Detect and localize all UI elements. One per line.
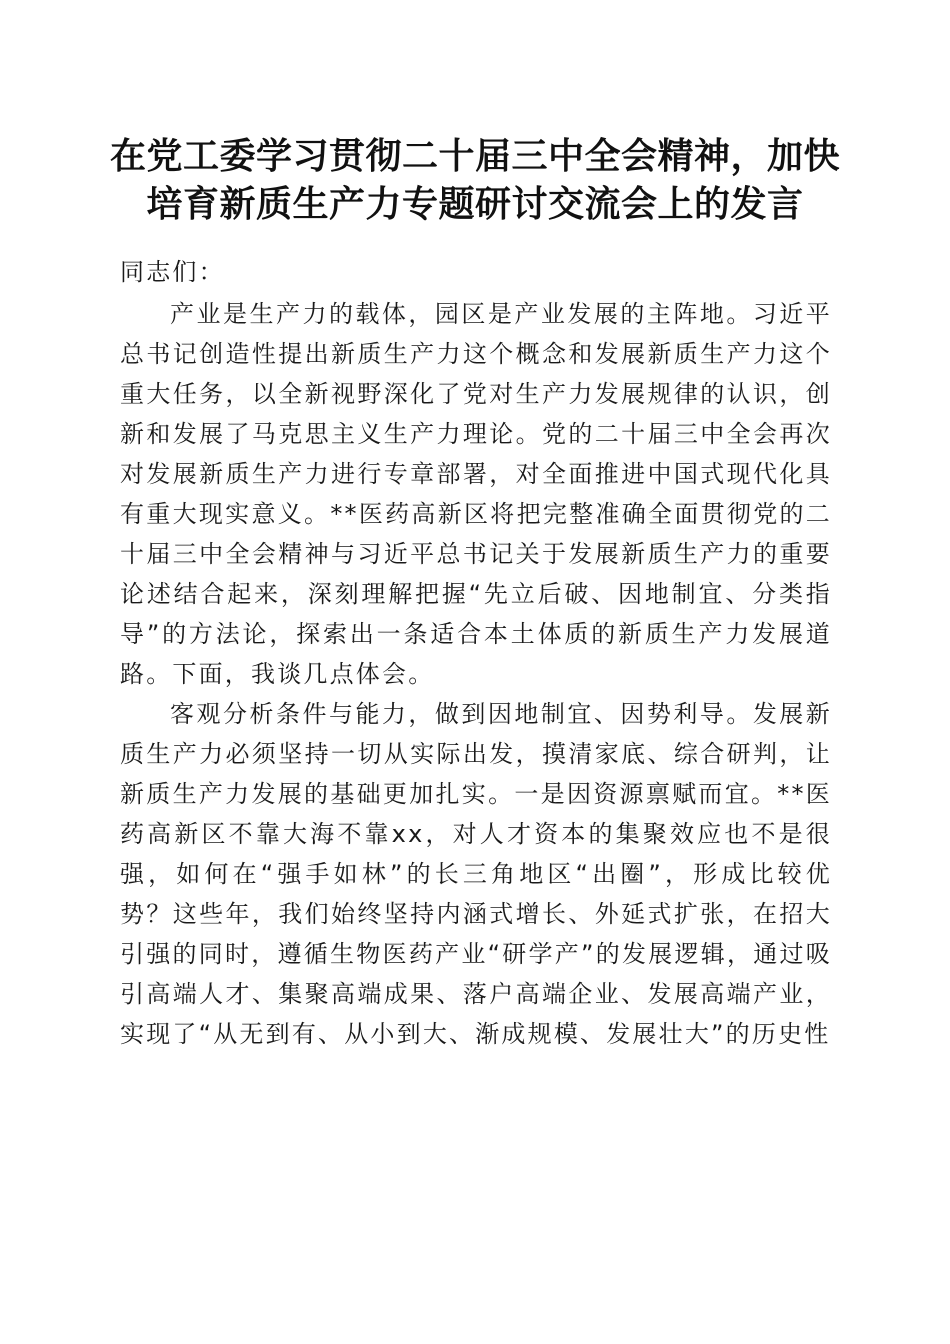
paragraph-analysis: 客观分析条件与能力，做到因地制宜、因势利导。发展新质生产力必须坚持一切从实际出发，摸清家底、综合研判，让新质生产力发展的基础更加扎实。一是因资源禀赋而宜。**医药高新区不靠大海不靠xx，对人才资本的集聚效应也不是很强，如何在“强手如林”的长三角地区“出圈”，形成比较优势？这些年，我们始终坚持内涵式增长、外延式扩张，在招大引强的同时，遵循生物医药产业“研学产”的发展逻辑，通过吸引高端人才、集聚高端成果、落户高端企业、发展高端产业，实现了“从无到有、从小到大、渐成规模、发展壮大”的历史性	[120, 700, 832, 1048]
title-line-2: 培育新质生产力专题研讨交流会上的发言	[146, 183, 804, 225]
title-line-1: 在党工委学习贯彻二十届三中全会精神，加快	[109, 135, 840, 177]
salutation: 同志们：	[120, 258, 225, 286]
document-title	[100, 132, 850, 228]
paragraph-intro: 产业是生产力的载体，园区是产业发展的主阵地。习近平总书记创造性提出新质生产力这个概念和发展新质生产力这个重大任务，以全新视野深化了党对生产力发展规律的认识，创新和发展了马克思主义生产力理论。党的二十届三中全会再次对发展新质生产力进行专章部署，对全面推进中国式现代化具有重大现实意义。**医药高新区将把完整准确全面贯彻党的二十届三中全会精神与习近平总书记关于发展新质生产力的重要论述结合起来，深刻理解把握“先立后破、因地制宜、分类指导”的方法论，探索出一条适合本土体质的新质生产力发展道路。下面，我谈几点体会。	[120, 300, 832, 688]
document-body	[120, 252, 832, 1054]
